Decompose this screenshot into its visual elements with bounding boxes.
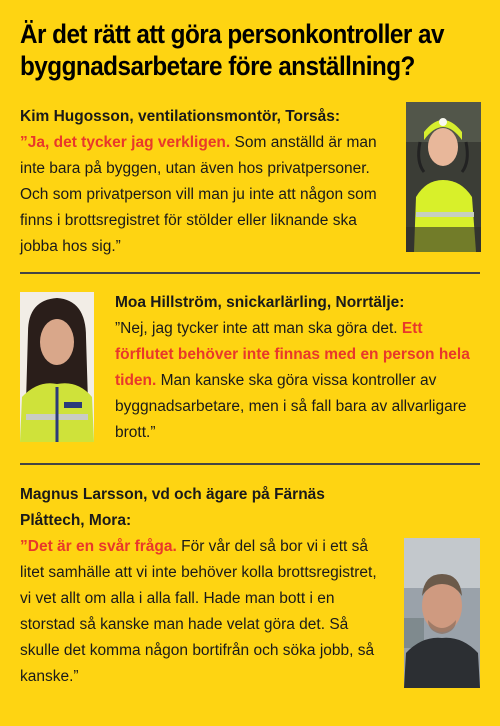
person-name: Moa Hillström, snickarlärling, Norrtälje: — [115, 294, 405, 311]
quote-highlight: ”Ja, det tycker jag verkligen. — [20, 134, 231, 151]
person-name: Magnus Larsson, vd och ägare på Färnäs Plåttech, Mora: — [20, 486, 325, 529]
quote-text: ”Nej, jag tycker inte att man ska göra det. — [115, 320, 402, 337]
divider — [20, 463, 480, 465]
quote-highlight: ”Det är en svår fråga. — [20, 538, 177, 555]
quote-moa-hillstrom — [115, 290, 480, 446]
quote-highlight: Ett förflutet behöver inte finnas med en person hela tiden. — [115, 320, 470, 389]
quote-text: Man kanske ska göra vissa kontroller av byggnadsarbetare, men i så fall bara av allvarligare brott.” — [115, 372, 467, 441]
photo-moa-hillstrom — [20, 292, 94, 442]
quote-kim-hugosson — [20, 104, 380, 260]
quote-magnus-larsson — [20, 482, 392, 690]
quote-text: Som anställd är man inte bara på byggen, utan även hos privatpersoner. Och som privatperson vill man ju inte att någon som finns i brottsregistret för stölder eller liknande ska jobba hos sig.” — [20, 134, 377, 255]
photo-kim-hugosson — [406, 102, 481, 252]
quote-text: För vår del så bor vi i ett så litet samhälle att vi inte behöver kolla brottsregistret, vi vet allt om alla i alla fall. Hade man bott i en storstad så kanske man hade velat göra det. Så skulle det komma någon bortifrån och söka jobb, så kanske.” — [20, 538, 377, 685]
person-name: Kim Hugosson, ventilationsmontör, Torsås: — [20, 108, 341, 125]
page-title: Är det rätt att göra personkontroller av byggnadsarbetare före anställning? — [20, 19, 444, 81]
divider — [20, 272, 480, 274]
photo-magnus-larsson — [404, 538, 480, 688]
